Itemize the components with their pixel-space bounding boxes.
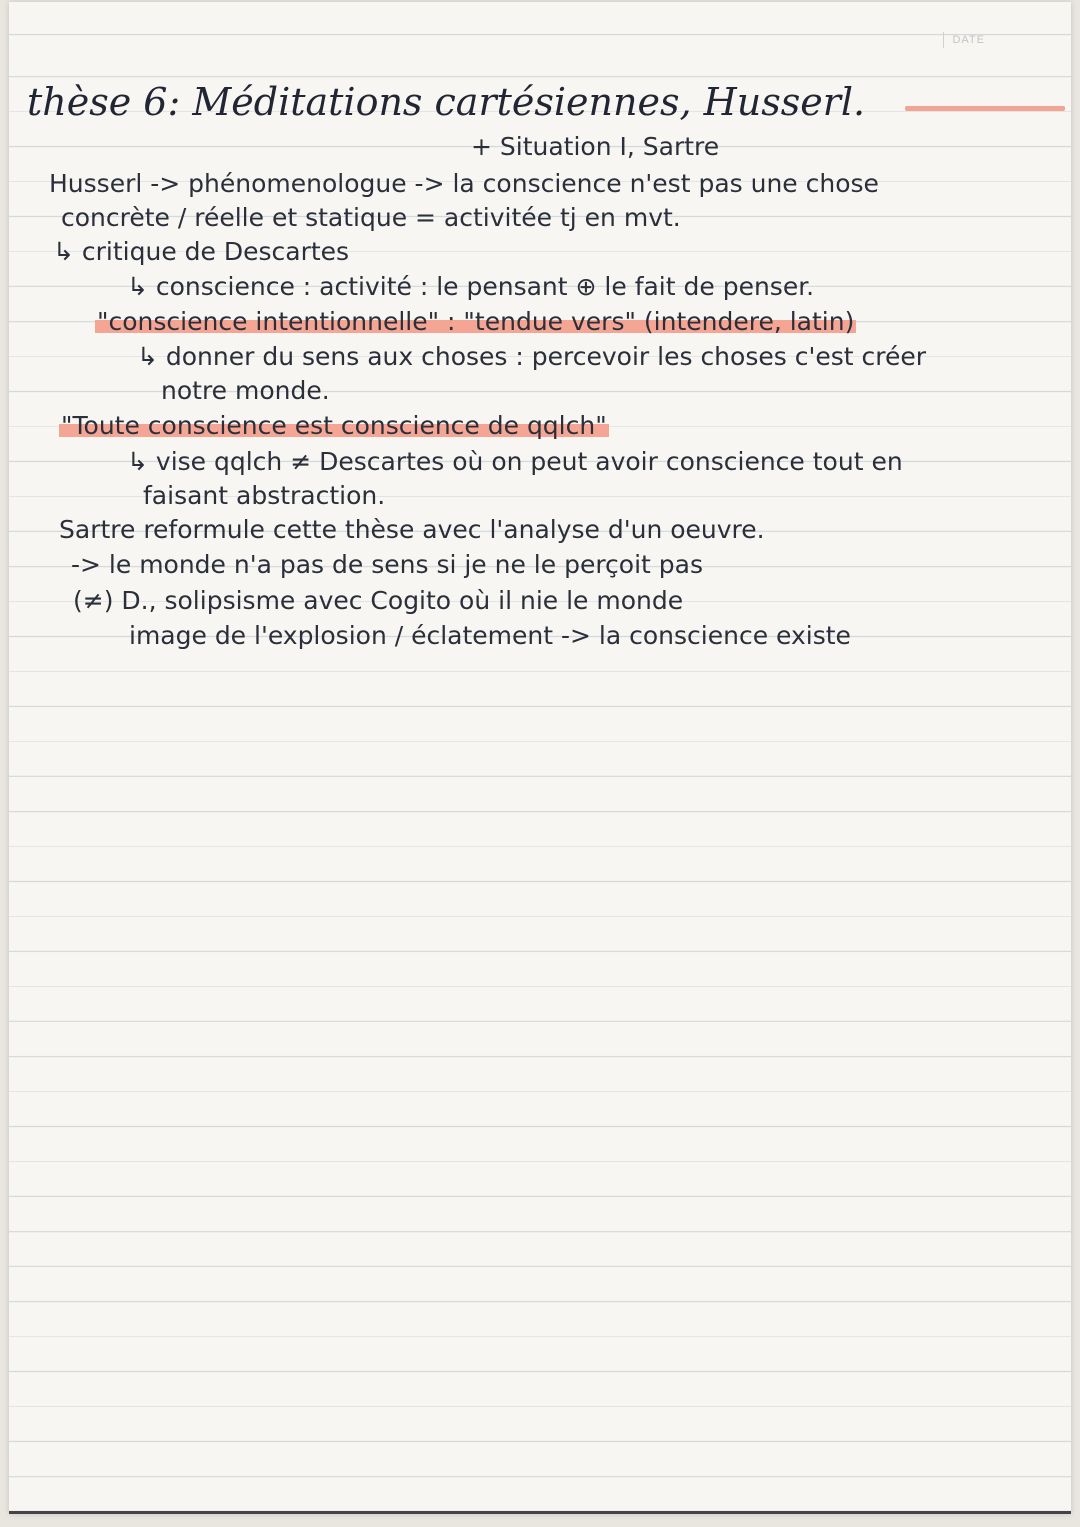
note-line: image de l'explosion / éclatement -> la conscience existe	[129, 621, 851, 650]
title-underline	[905, 106, 1065, 111]
note-line	[95, 305, 856, 339]
note-line: (≠) D., solipsisme avec Cogito où il nie le monde	[73, 586, 684, 615]
note-line: Husserl -> phénomenologue -> la conscience n'est pas une chose	[49, 169, 879, 198]
highlight-conscience-intentionnelle: "conscience intentionnelle" : "tendue vers" (intendere, latin)	[97, 307, 855, 336]
note-line: notre monde.	[161, 376, 330, 405]
date-label: DATE	[943, 32, 993, 48]
note-line: ↳ donner du sens aux choses : percevoir les choses c'est créer	[137, 342, 926, 371]
page-title: thèse 6: Méditations cartésiennes, Husserl.	[27, 80, 866, 124]
note-line: faisant abstraction.	[143, 481, 386, 510]
note-line: Sartre reformule cette thèse avec l'analyse d'un oeuvre.	[59, 515, 765, 544]
note-line: ↳ critique de Descartes	[53, 237, 350, 266]
notebook-page	[9, 2, 1071, 1514]
note-line: -> le monde n'a pas de sens si je ne le perçoit pas	[71, 550, 704, 579]
note-line	[59, 409, 609, 443]
note-line: ↳ conscience : activité : le pensant ⊕ le fait de penser.	[127, 272, 815, 301]
note-line: concrète / réelle et statique = activitée tj en mvt.	[61, 203, 681, 232]
page-bottom-edge	[9, 1511, 1071, 1514]
highlight-toute-conscience: "Toute conscience est conscience de qqlch"	[61, 411, 607, 440]
note-line: ↳ vise qqlch ≠ Descartes où on peut avoir conscience tout en	[127, 447, 903, 476]
subtitle: + Situation I, Sartre	[471, 132, 720, 161]
